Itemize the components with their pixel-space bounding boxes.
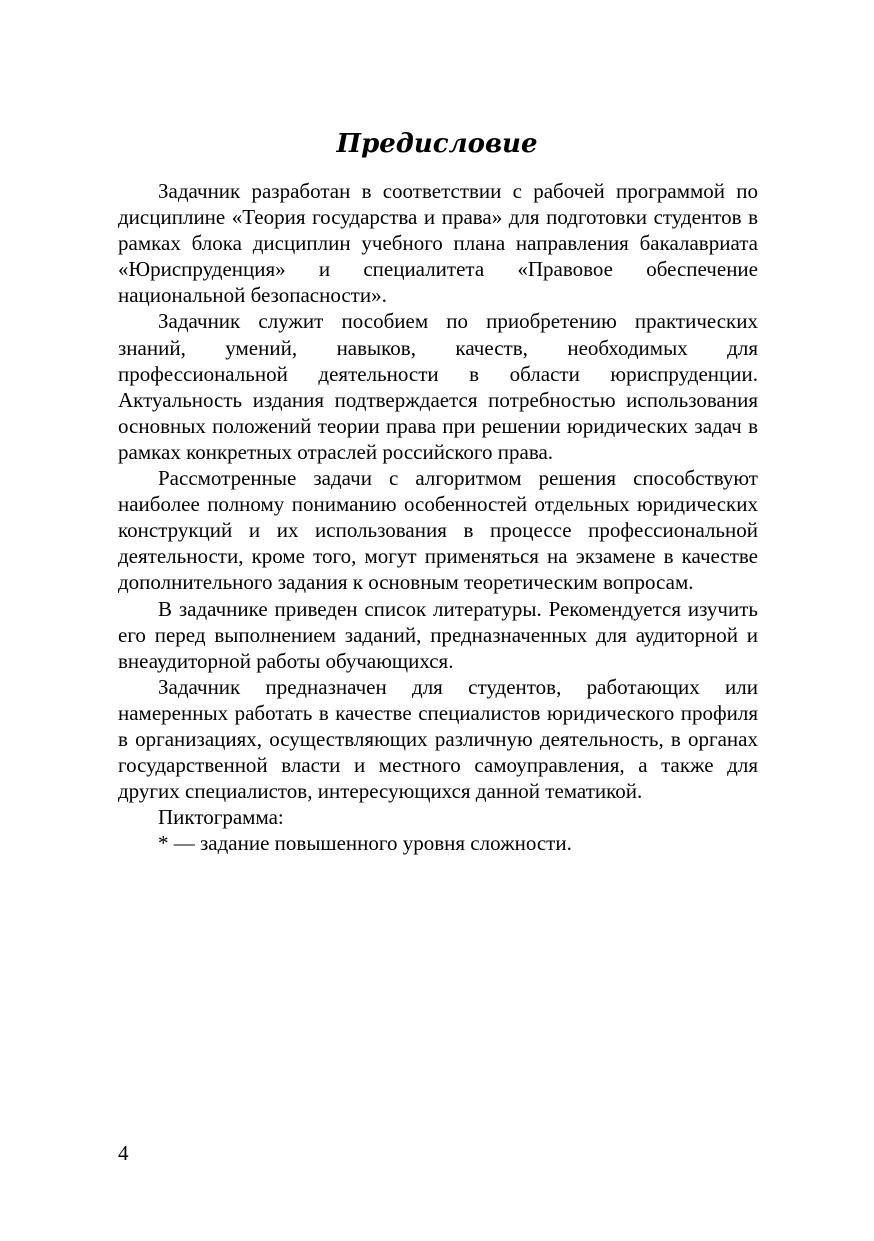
pictogram-heading: Пиктограмма: bbox=[158, 805, 284, 830]
paragraph-3: Рассмотренные задачи с алгоритмом решения способствуют наиболее полному пониманию особенностей отдельных юридических конструкций и их использования в процессе профессиональной деятельности, кроме того, могут применяться на экзамене в качестве дополнительного задания к основным теоретическим вопросам. bbox=[118, 466, 758, 595]
paragraph-4: В задачнике приведен список литературы. Рекомендуется изучить его перед выполнением заданий, предназначенных для аудиторной и внеаудиторной работы обучающихся. bbox=[118, 596, 758, 673]
paragraph-2: Задачник служит пособием по приобретению практических знаний, умений, навыков, качеств, необходимых для профессиональной деятельности в области юриспруденции. Актуальность издания подтверждается потребностью использования основных положений теории права при решении юридических задач в рамках конкретных отраслей российского права. bbox=[118, 309, 758, 464]
pictogram-legend: * — задание повышенного уровня сложности. bbox=[158, 831, 572, 856]
page-title: Предисловие bbox=[336, 129, 538, 159]
preface-body bbox=[118, 178, 758, 856]
paragraph-5: Задачник предназначен для студентов, работающих или намеренных работать в качестве специалистов юридического профиля в организациях, осуществляющих различную деятельность, в органах государственной власти и местного самоуправления, а также для других специалистов, интересующихся данной тематикой. bbox=[118, 674, 758, 804]
paragraph-1: Задачник разработан в соответствии с рабочей программой по дисциплине «Теория государства и права» для подготовки студентов в рамках блока дисциплин учебного плана направления бакалавриата «Юриспруденция» и специалитета «Правовое обеспечение национальной безопасности». bbox=[118, 179, 758, 308]
page-number: 4 bbox=[118, 1141, 129, 1165]
